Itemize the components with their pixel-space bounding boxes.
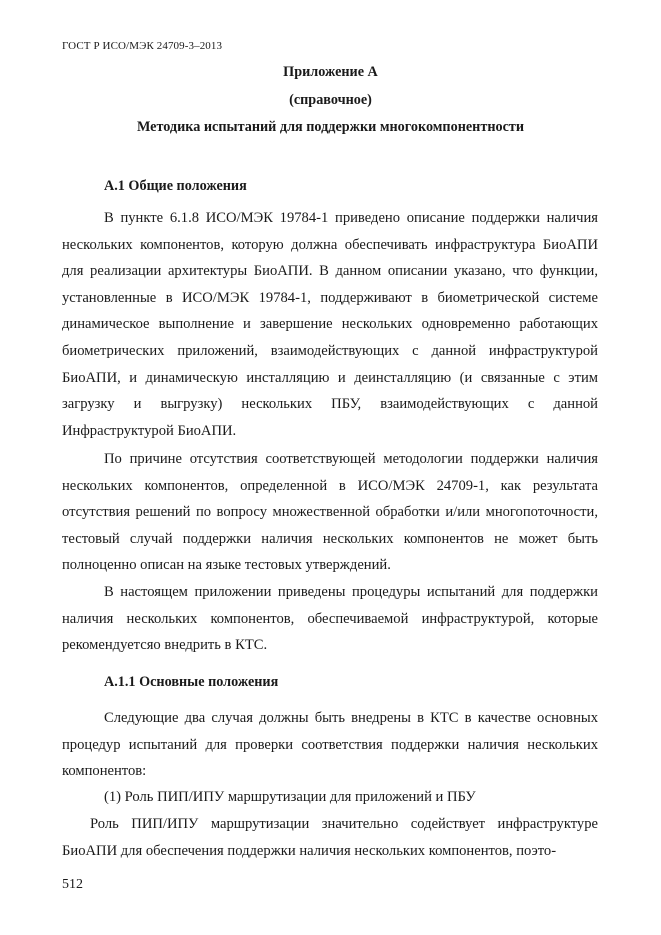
page-number: 512	[62, 877, 83, 892]
appendix-title: Приложение А	[283, 64, 378, 80]
section-a11-heading: А.1.1 Основные положения	[104, 674, 279, 690]
section-a1-paragraph-3: В настоящем приложении приведены процедуры испытаний для поддержки наличия нескольких компонентов, обеспечиваемой инфраструктурой, которые рекомендуетсяо внедрить в КТС.	[62, 584, 598, 654]
list-item-1: (1) Роль ПИП/ИПУ маршрутизации для приложений и ПБУ	[104, 789, 476, 805]
running-header: ГОСТ Р ИСО/МЭК 24709-3–2013	[62, 40, 223, 52]
section-a1-paragraph-2: По причине отсутствия соответствующей методологии поддержки наличия нескольких компонентов, определенной в ИСО/МЭК 24709-1, как результата отсутствия решений по вопросу множественной обработки и/или многопоточности, тестовый случай поддержки наличия нескольких компонентов не может быть полноценно описан на языке тестовых утверждений.	[62, 451, 598, 574]
section-a11-paragraph-1: Следующие два случая должны быть внедрены в КТС в качестве основных процедур испытаний для проверки соответствия поддержки наличия нескольких компонентов:	[62, 710, 598, 780]
appendix-kind: (справочное)	[289, 92, 372, 108]
section-a11-paragraph-2: Роль ПИП/ИПУ маршрутизации значительно содействует инфраструктуре БиоАПИ для обеспечения поддержки наличия нескольких компонентов, поэто-	[62, 816, 598, 859]
section-a1-heading: А.1 Общие положения	[104, 178, 247, 194]
appendix-subtitle: Методика испытаний для поддержки многокомпонентности	[136, 119, 525, 135]
section-a1-paragraph-1: В пункте 6.1.8 ИСО/МЭК 19784-1 приведено описание поддержки наличия нескольких компонентов, которую должна обеспечивать инфраструктура БиоАПИ для реализации архитектуры БиоАПИ. В данном описании указано, что функции, установленные в ИСО/МЭК 19784-1, поддерживают в биометрической системе динамическое выполнение и завершение нескольких одновременно работающих биометрических приложений, взаимодействующих с данной инфраструктурой БиоАПИ, и динамическую инсталляцию и деинсталляцию (и связанные с этим загрузку и выгрузку) нескольких ПБУ, взаимодействующих с данной Инфраструктурой БиоАПИ.	[62, 210, 598, 439]
